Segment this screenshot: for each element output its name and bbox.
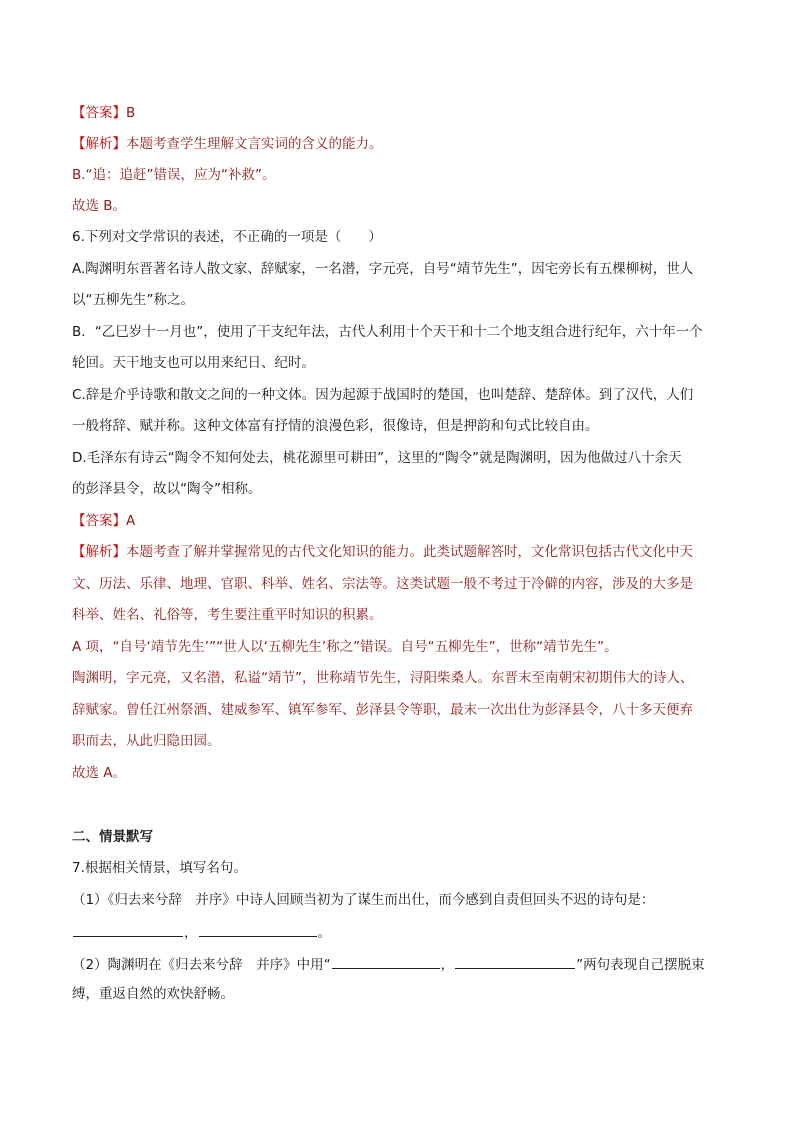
q6-analysis-line-3: 科举、姓名、礼俗等，考生要注重平时知识的积累。 <box>72 607 383 623</box>
q6-answer-line <box>72 512 722 530</box>
q6-conclusion: 故选 A。 <box>72 765 127 781</box>
fill-blank[interactable] <box>455 954 575 969</box>
q6-option-d-line-1: D.毛泽东有诗云“陶令不知何处去，桃花源里可耕田”，这里的“陶令”就是陶渊明，因为他做过八十余天 <box>72 450 682 466</box>
q6-analysis-line-6: 辞赋家。曾任江州祭酒、建威参军、镇军参军、彭泽县令等职，最末一次出仕为彭泽县令，八十多天便弃 <box>72 702 693 718</box>
answer-tag: 【答案】 <box>72 105 126 121</box>
q7-sub2-line-1 <box>72 954 722 974</box>
answer-value: B <box>126 105 136 121</box>
q6-question: 6.下列对文学常识的表述，不正确的一项是（ ） <box>72 229 382 245</box>
q6-option-c-line-1: C.辞是介乎诗歌和散文之间的一种文体。因为起源于战国时的楚国，也叫楚辞、楚辞体。到了汉代，人们 <box>72 387 694 403</box>
q6-analysis-line-2: 文、历法、乐律、地理、官职、科举、姓名、宗法等。这类试题一般不考过于冷僻的内容，涉及的大多是 <box>72 576 693 592</box>
separator: ， <box>184 925 198 941</box>
analysis-text: 本题考查学生理解文言实词的含义的能力。 <box>126 136 383 152</box>
terminator: 。 <box>317 925 331 941</box>
answer-tag: 【答案】 <box>72 513 126 529</box>
sub2-prefix: （2）陶渊明在《归去来兮辞 并序》中用“ <box>72 957 331 973</box>
separator: ， <box>440 957 455 973</box>
analysis-tag: 【解析】 <box>72 136 126 152</box>
sub2-suffix: ”两句表现自己摆脱束 <box>576 957 705 973</box>
fill-blank[interactable] <box>73 922 183 937</box>
q5-analysis-line <box>72 135 722 153</box>
q7-sub2-line-2: 缚，重返自然的欢快舒畅。 <box>72 986 234 1002</box>
section-title: 二、情景默写 <box>72 829 153 845</box>
q7-sub1-line-1: （1）《归去来兮辞 并序》中诗人回顾当初为了谋生而出仕，而今感到自责但回头不迟的诗句是： <box>72 892 655 908</box>
analysis-text: 本题考查了解并掌握常见的古代文化知识的能力。此类试题解答时，文化常识包括古代文化中天 <box>126 544 693 560</box>
q6-option-b-line-2: 轮回。天干地支也可以用来纪日、纪时。 <box>72 355 315 371</box>
answer-value: A <box>126 513 136 529</box>
fill-blank[interactable] <box>332 954 440 969</box>
q6-analysis-line-1 <box>72 543 722 561</box>
q7-sub1-line-2 <box>72 922 722 942</box>
q6-option-a-line-2: 以“五柳先生”称之。 <box>72 292 194 308</box>
q6-option-d-line-2: 的彭泽县令，故以“陶令”相称。 <box>72 481 262 497</box>
q6-analysis-line-5: 陶渊明，字元亮，又名潜，私谥“靖节”，世称靖节先生，浔阳柴桑人。东晋末至南朝宋初期伟大的诗人、 <box>72 670 694 686</box>
q6-analysis-line-7: 职而去，从此归隐田园。 <box>72 733 221 749</box>
analysis-tag: 【解析】 <box>72 544 126 560</box>
q6-option-a-line-1: A.陶渊明东晋著名诗人散文家、辞赋家，一名潜，字元亮，自号“靖节先生”，因宅旁长有五棵柳树，世人 <box>72 261 694 277</box>
q5-analysis-line-2: B.“追：追赶”错误，应为“补救”。 <box>72 167 276 183</box>
fill-blank[interactable] <box>199 922 317 937</box>
q7-question: 7.根据相关情景，填写名句。 <box>72 860 247 876</box>
q6-option-c-line-2: 一般将辞、赋并称。这种文体富有抒情的浪漫色彩，很像诗，但是押韵和句式比较自由。 <box>72 418 599 434</box>
q6-option-b-line-1: B．“乙巳岁十一月也”，使用了干支纪年法，古代人利用十个天干和十二个地支组合进行纪年，六十年一个 <box>72 324 703 340</box>
q5-answer-line <box>72 104 722 122</box>
q6-analysis-line-4: A 项，“自号‘靖节先生’”“世人以‘五柳先生’称之”错误。自号“五柳先生”，世称“靖节先生”。 <box>72 639 618 655</box>
q5-conclusion: 故选 B。 <box>72 198 127 214</box>
